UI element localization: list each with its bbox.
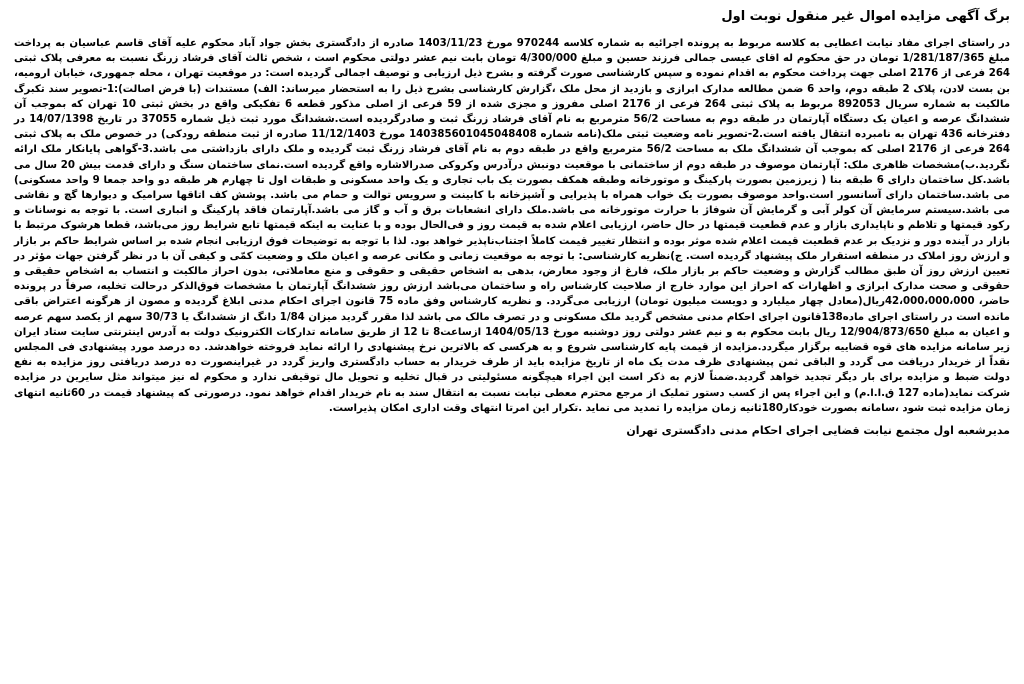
notice-title: برگ آگهی مزایده اموال غیر منقول نوبت اول [721, 9, 1010, 24]
notice-signature: مدیرشعبه اول مجتمع نیابت قضایی اجرای احکام مدنی دادگستری تهران [626, 424, 1010, 438]
notice-body: در راستای اجرای مفاد نیابت اعطایی به کلاسه مربوط به پرونده اجرائیه به شماره کلاسه 970244 مورخ 1403/11/23 صادره از دادگستری بخش جواد آباد محکوم علیه آقای قاسم عباسیان به پرداخت مبلغ 1/281/187/365 تومان در حق محکوم له اقای عیسی جمالی فرزند حسین و مبلغ 4/300/000 تومان بابت نیم عشر دولتی محکوم است ، شخص ثالث آقای فرشاد زرنگ نسبت به معرفی پلاک ثبتی 264 فرعی از 2176 اصلی جهت پرداخت محکوم به اقدام نموده و سپس کارشناسی صورت گرفته و بشرح ذیل ارزیابی و توصیف اجمالی گردیده است: در موقعیت تهران ، محله جمهوری، خیابان ارومیه، بن بست لادن، پلاک 2 طبقه دوم، واحد 6 ضمن مطالعه مدارک ابرازی و بازدید از محل ملک ،گزارش کارشناسی بشرح ذیل را به استحضار میرساند: الف) مستندات (با فرض اصالت):1-تصویر سند تکبرگ مالکیت به شماره سریال 892053 مربوط به پلاک ثبتی 264 فرعی از 2176 اصلی مفروز و مجزی شده از 59 فرعی از اصلی مذکور قطعه 6 تفکیکی واقع در بخش ثبتی 10 تهران که بموجب آن ششدانگ عرصه و اعیان یک دستگاه آپارتمان در طبقه دوم به مساحت 56/2 مترمربع به نام آقای فرشاد زرنگ ثبت و صادرگردیده است.ششدانگ مورد ثبت ذیل شماره 37055 در تاریخ 14/07/1398 در دفترخانه 436 تهران به نامبرده انتقال یافته است.2-تصویر نامه وضعیت ثبتی ملک(نامه شماره 140385601045048408 مورخ 11/12/1403 صادره از ثبت منطقه رودکی) در خصوص ملک به پلاک ثبتی 264 فرعی از 2176 اصلی که بموجب آن ششدانگ ملک به مساحت 56/2 مترمربع واقع در طبقه دوم به نام آقای فرشاد زرنگ ثبت گردیده و ملک دارای بازداشتی می باشد.3-گواهی پایانکار ملک ارائه نگردید.ب)مشخصات ظاهری ملک: آپارتمان موصوف در طبقه دوم از ساختمانی با موقعیت دونبش درآدرس وکروکی صدرالاشاره واقع گردیده است.نمای ساختمان سنگ و دارای قدمت بیش 20 سال می باشد.کل ساختمان دارای 6 طبقه بنا ( زیرزمین بصورت پارکینگ و موتورخانه وطبقه همکف بصورت یک باب تجاری و یک واحد مسکونی و طبقات اول تا چهارم هر طبقه دو واحد جمعا 9 واحد مسکونی) می باشد.ساختمان دارای آسانسور است.واحد موصوف بصورت یک خواب همراه با پذیرایی و آشپزخانه با کابینت و سرویس توالت و حمام می باشد. پوشش کف اتاقها سرامیک و دیوارها گچ و نقاشی می باشد.سیستم سرمایش آن کولر آبی و گرمایش آن شوفاژ با حرارت موتورخانه می باشد.ملک دارای انشعابات برق و آب و گاز می باشد.آپارتمان فاقد پارکینگ و انباری است. با توجه به نوسانات و رکود قیمتها و تلاطم و ناپایداری بازار و عدم قطعیت قیمتها در حال حاضر، ارزیابی اعلام شده به قیمت روز و فی‌الحال بوده و با عنایت به اینکه قیمتها تابع شرایط روز می‌باشد، قطعا هرشوک مرتبط با بازار در آینده دور و نزدیک بر عدم قطعیت قیمت اعلام شده موثر بوده و انتظار تغییر قیمت کاملاً اجتناب‌ناپذیر خواهد بود. لذا با توجه به توضیحات فوق ارزیابی انجام شده بر اساس شرایط حاکم بر بازار و ارزش روز املاک در منطقه استقرار ملک پیشنهاد گردیده است. ج)نظریه کارشناسی: با توجه به موقعیت زمانی و مکانی عرصه و اعیان ملک و وضعیت کمّی و کیفی آن با در نظر گرفتن جهات مؤثر در تعیین ارزش روز آن طبق مطالب گزارش و وضعیت حاکم بر بازار ملک، فارغ از وجود معارض، بدهی به اشخاص حقیقی و حقوقی و منع معاملاتی، بدون احراز مالکیت و انتساب به اشخاص حقیقی و حقوقی و صحت مدارک ابرازی و اظهارات که احراز این موارد خارج از صلاحیت کارشناس راه و ساختمان می‌باشد ارزش روز ششدانگ آپارتمان با مشخصات فوق‌الذکر درحالت تخلیه، صرفاً در پرونده حاضر، 42،000،000،000ریال(معادل چهار میلیارد و دویست میلیون تومان) ارزیابی می‌گردد. و نظریه کارشناس وفق ماده 75 قانون اجرای احکام مدنی ابلاغ گردیده و مصون از هرگونه اعتراض باقی مانده است در راستای اجرای ماده138قانون اجرای احکام مدنی مشخص گردید ملک مسکونی و در تصرف مالک می باشد لذا مقرر گردید میزان 1/84 دانگ از ششدانگ یا 30/73 سهم از یکصد سهم عرصه و اعیان به مبلغ 12/904/873/650 ریال بابت محکوم به و نیم عشر دولتی روز دوشنبه مورخ 1404/05/13 ازساعت8 تا 12 از طریق سامانه تدارکات الکترونیک دولت به آدرس اینترنتی سایت ستاد ایران زیر سامانه مزایده های قوه قضاییه برگزار میگردد.مزایده از قیمت پایه کارشناسی شروع و به هرکسی که بالاترین نرخ پیشنهادی را ارائه نماید فروخته خواهدشد. ده درصد مورد پیشنهادی فی المجلس نقداً از خریدار دریافت می گردد و الباقی ثمن پیشنهادی ظرف مدت یک ماه از تاریخ مزایده باید از طرف خریدار به حساب دادگستری واریز گردد در غیراینصورت ده درصد دریافتی روز مزایده به نفع دولت ضبط و مزایده برای بار دیگر تجدید خواهد گردید.ضمناً لازم به ذکر است این اجراء هیچگونه مسئولیتی در قبال تخلیه و تحویل مال توقیفی ندارد و محکوم له نیز میتواند مثل سایرین در مزایده شرکت نماید(ماده 127 ق.ا.ا.م) و این اجراء پس از کسب دستور تملیک از مرجع محترم معطی نیابت نسبت به انتقال سند به نام خریدار اقدام خواهد نمود. درصورتی که پیشنهاد قیمت در 60ثانیه انتهای زمان مزایده ثبت شود ،سامانه بصورت خودکار180ثانیه زمان مزایده را تمدید می نماید .تکرار این امرتا انتهای وقت اداری امکان پذیراست. [14, 38, 1011, 414]
